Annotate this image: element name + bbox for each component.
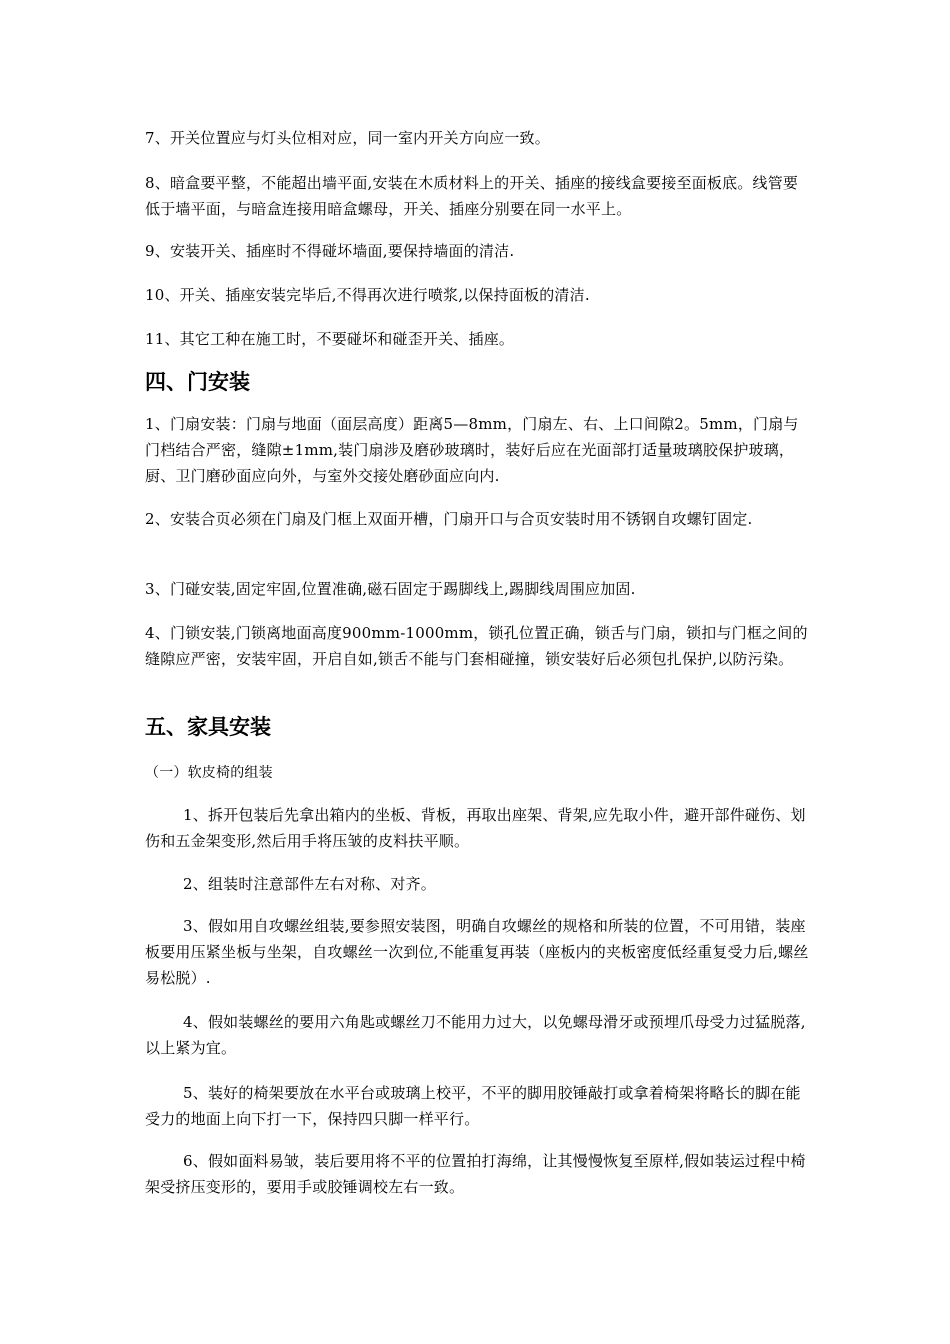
subheading-leather-chair: （一）软皮椅的组装	[145, 765, 273, 781]
door-paragraph-1: 1、门扇安装：门扇与地面（面层高度）距离5—8mm，门扇左、右、上口间隙2。5mm，门扇与门档结合严密，缝隙±1mm,装门扇涉及磨砂玻璃时，装好后应在光面部打适量玻璃胶保护玻璃，厨、卫门磨砂面应向外，与室外交接处磨砂面应向内.	[145, 415, 799, 485]
furniture-paragraph-6: 6、假如面料易皱，装后要用将不平的位置拍打海绵，让其慢慢恢复至原样,假如装运过程中椅架受挤压变形的，要用手或胶锤调校左右一致。	[145, 1152, 806, 1196]
furniture-paragraph-3: 3、假如用自攻螺丝组装,要参照安装图，明确自攻螺丝的规格和所装的位置，不可用错，装座板要用压紧坐板与坐架，自攻螺丝一次到位,不能重复再装（座板内的夹板密度低经重复受力后,螺丝易松脱）.	[145, 917, 809, 987]
section-heading-furniture: 五、家具安装	[145, 715, 271, 739]
item-7: 7、开关位置应与灯头位相对应，同一室内开关方向应一致。	[145, 129, 550, 147]
door-paragraph-3: 3、门碰安装,固定牢固,位置准确,磁石固定于踢脚线上,踢脚线周围应加固.	[145, 580, 636, 598]
item-11: 11、其它工种在施工时，不要碰坏和碰歪开关、插座。	[145, 330, 515, 348]
furniture-paragraph-1: 1、拆开包装后先拿出箱内的坐板、背板，再取出座架、背架,应先取小件，避开部件碰伤、划伤和五金架变形,然后用手将压皱的皮料扶平顺。	[145, 806, 806, 850]
furniture-paragraph-4: 4、假如装螺丝的要用六角匙或螺丝刀不能用力过大，以免螺母滑牙或预埋爪母受力过猛脱落,以上紧为宜。	[145, 1013, 806, 1057]
item-10: 10、开关、插座安装完毕后,不得再次进行喷浆,以保持面板的清洁.	[145, 286, 590, 304]
item-9: 9、安装开关、插座时不得碰坏墙面,要保持墙面的清洁.	[145, 242, 515, 260]
furniture-paragraph-2: 2、组装时注意部件左右对称、对齐。	[183, 875, 436, 893]
section-heading-door: 四、门安装	[145, 370, 250, 394]
item-8: 8、暗盒要平整，不能超出墙平面,安装在木质材料上的开关、插座的接线盒要接至面板底。线管要低于墙平面，与暗盒连接用暗盒螺母，开关、插座分别要在同一水平上。	[145, 174, 799, 218]
door-paragraph-2: 2、安装合页必须在门扇及门框上双面开槽，门扇开口与合页安装时用不锈钢自攻螺钉固定.	[145, 510, 753, 528]
furniture-paragraph-5: 5、装好的椅架要放在水平台或玻璃上校平，不平的脚用胶锤敲打或拿着椅架将略长的脚在能受力的地面上向下打一下，保持四只脚一样平行。	[145, 1084, 801, 1128]
door-paragraph-4: 4、门锁安装,门锁离地面高度900mm-1000mm，锁孔位置正确，锁舌与门扇，锁扣与门框之间的缝隙应严密，安装牢固，开启自如,锁舌不能与门套相碰撞，锁安装好后必须包扎保护,以防污染。	[145, 624, 808, 668]
